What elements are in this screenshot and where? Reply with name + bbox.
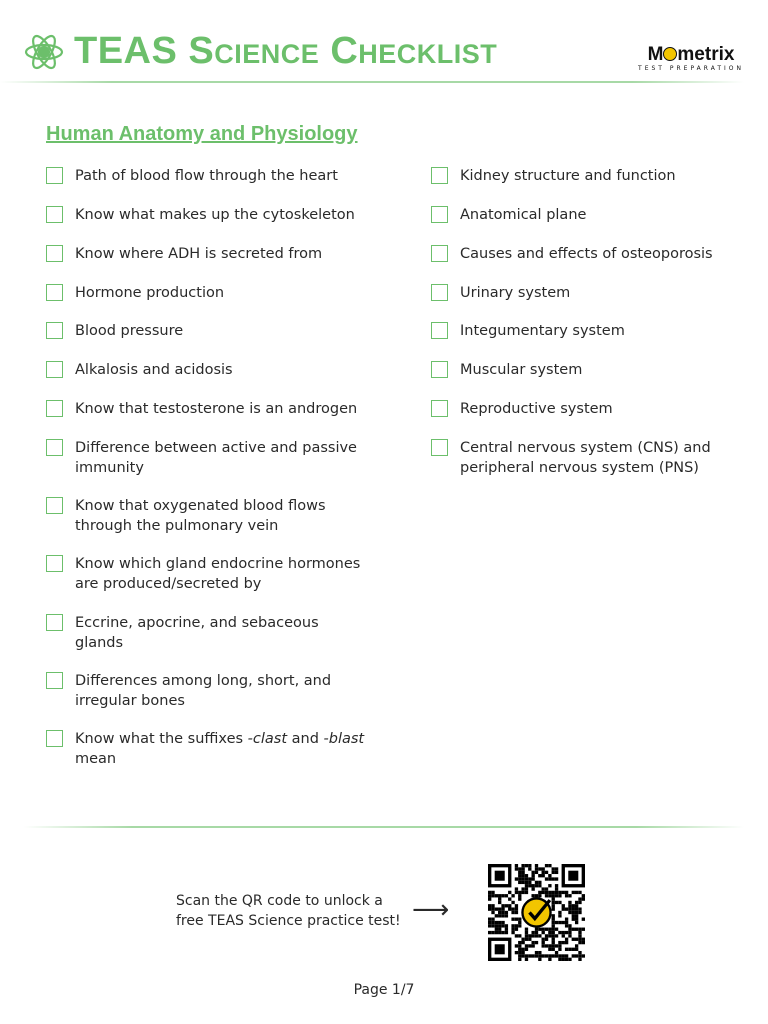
checkbox[interactable]: [46, 245, 63, 262]
label-segment: Blood pressure: [75, 323, 184, 339]
checklist-item: [46, 613, 366, 653]
checklist-item-label: [460, 438, 751, 478]
checkbox[interactable]: [46, 361, 63, 378]
checklist-item-label: [460, 321, 625, 341]
label-segment: Difference between active and passive immunity: [75, 440, 357, 476]
section-title: Human Anatomy and Physiology: [46, 123, 358, 145]
label-segment: -clast: [247, 731, 288, 747]
checkbox[interactable]: [431, 245, 448, 262]
checkbox[interactable]: [431, 206, 448, 223]
qr-code[interactable]: [488, 864, 585, 961]
logo-subtitle: TEST PREPARATION: [638, 65, 744, 72]
checklist-item: [431, 166, 751, 186]
checklist-item: [46, 321, 366, 341]
checklist-item-label: [75, 205, 355, 225]
label-segment: Know where ADH is secreted from: [75, 246, 323, 262]
label-segment: Reproductive system: [460, 401, 613, 417]
label-segment: Know that testosterone is an androgen: [75, 401, 358, 417]
label-segment: Path of blood flow through the heart: [75, 168, 338, 184]
checklist-item: [46, 399, 366, 419]
page-number: Page 1/7: [353, 982, 415, 998]
checklist-item-label: [75, 613, 366, 653]
label-segment: Central nervous system (CNS) and peripheral nervous system (PNS): [460, 440, 711, 476]
checklist-item-label: [75, 496, 366, 536]
header-divider: [0, 81, 744, 83]
checklist-item-label: [460, 166, 676, 186]
logo-check-icon: [663, 47, 677, 61]
checklist-item: [46, 360, 366, 380]
checklist-item-label: [75, 554, 366, 594]
checklist-item: [431, 438, 751, 478]
checkbox[interactable]: [46, 284, 63, 301]
checklist-item-label: [75, 244, 322, 264]
checklist-item: [46, 244, 366, 264]
checklist-item: [46, 205, 366, 225]
checkbox[interactable]: [431, 400, 448, 417]
mometrix-logo: [638, 44, 744, 72]
label-segment: Eccrine, apocrine, and sebaceous glands: [75, 615, 319, 651]
label-segment: Know that oxygenated blood flows through the pulmonary vein: [75, 498, 326, 534]
checklist-item: [46, 166, 366, 186]
checkbox[interactable]: [46, 497, 63, 514]
checklist-item-label: [460, 283, 570, 303]
checkbox[interactable]: [46, 400, 63, 417]
label-segment: -blast: [323, 731, 365, 747]
checklist-item: [46, 283, 366, 303]
checklist-item: [46, 554, 366, 594]
checklist-item: [431, 399, 751, 419]
checkbox[interactable]: [431, 284, 448, 301]
footer-divider: [24, 826, 744, 828]
checklist-item: [431, 244, 751, 264]
checklist-item-label: [75, 671, 366, 711]
logo-text: metrix: [677, 44, 735, 65]
label-segment: Know which gland endocrine hormones are produced/secreted by: [75, 556, 361, 592]
label-segment: Alkalosis and acidosis: [75, 362, 233, 378]
checklist-item-label: [75, 729, 366, 769]
label-segment: and: [287, 731, 324, 747]
label-segment: Anatomical plane: [460, 207, 587, 223]
checklist-item: [431, 321, 751, 341]
checkbox[interactable]: [431, 439, 448, 456]
qr-prompt-line: free TEAS Science practice test!: [176, 913, 401, 929]
checklist-item-label: [75, 283, 224, 303]
checklist-item-label: [75, 166, 338, 186]
checkbox[interactable]: [46, 672, 63, 689]
logo-text: M: [647, 44, 664, 65]
label-segment: mean: [75, 751, 117, 767]
label-segment: Urinary system: [460, 285, 571, 301]
checklist-item: [46, 729, 366, 769]
label-segment: Muscular system: [460, 362, 583, 378]
checklist-item-label: [460, 205, 586, 225]
checkbox[interactable]: [46, 555, 63, 572]
checklist-item-label: [75, 438, 366, 478]
label-segment: Integumentary system: [460, 323, 625, 339]
label-segment: Know what the suffixes: [75, 731, 248, 747]
checkbox[interactable]: [46, 206, 63, 223]
checklist-item-label: [460, 360, 582, 380]
checklist-item: [46, 671, 366, 711]
checklist-item: [431, 360, 751, 380]
label-segment: Causes and effects of osteoporosis: [460, 246, 713, 262]
checklist-item: [431, 283, 751, 303]
checkbox[interactable]: [431, 167, 448, 184]
checkbox[interactable]: [46, 614, 63, 631]
checklist-item-label: [75, 321, 183, 341]
page-header: [24, 30, 497, 73]
checkbox[interactable]: [46, 730, 63, 747]
checklist-item-label: [460, 244, 713, 264]
qr-prompt: [176, 891, 401, 931]
page-title: TEAS Science Checklist: [74, 30, 498, 72]
checklist-item-label: [460, 399, 613, 419]
checklist-item: [431, 205, 751, 225]
label-segment: Differences among long, short, and irregular bones: [75, 673, 332, 709]
label-segment: Kidney structure and function: [460, 168, 676, 184]
checkbox[interactable]: [431, 361, 448, 378]
checklist-item: [46, 438, 366, 478]
checklist-item: [46, 496, 366, 536]
label-segment: Hormone production: [75, 285, 225, 301]
label-segment: Know what makes up the cytoskeleton: [75, 207, 355, 223]
atom-icon: [24, 32, 64, 72]
checkbox[interactable]: [46, 322, 63, 339]
arrow-right-icon: ⟶: [412, 895, 450, 925]
checklist-item-label: [75, 360, 233, 380]
checkbox[interactable]: [46, 439, 63, 456]
checkbox[interactable]: [46, 167, 63, 184]
qr-prompt-line: Scan the QR code to unlock a: [176, 893, 383, 909]
checkbox[interactable]: [431, 322, 448, 339]
checklist-item-label: [75, 399, 357, 419]
